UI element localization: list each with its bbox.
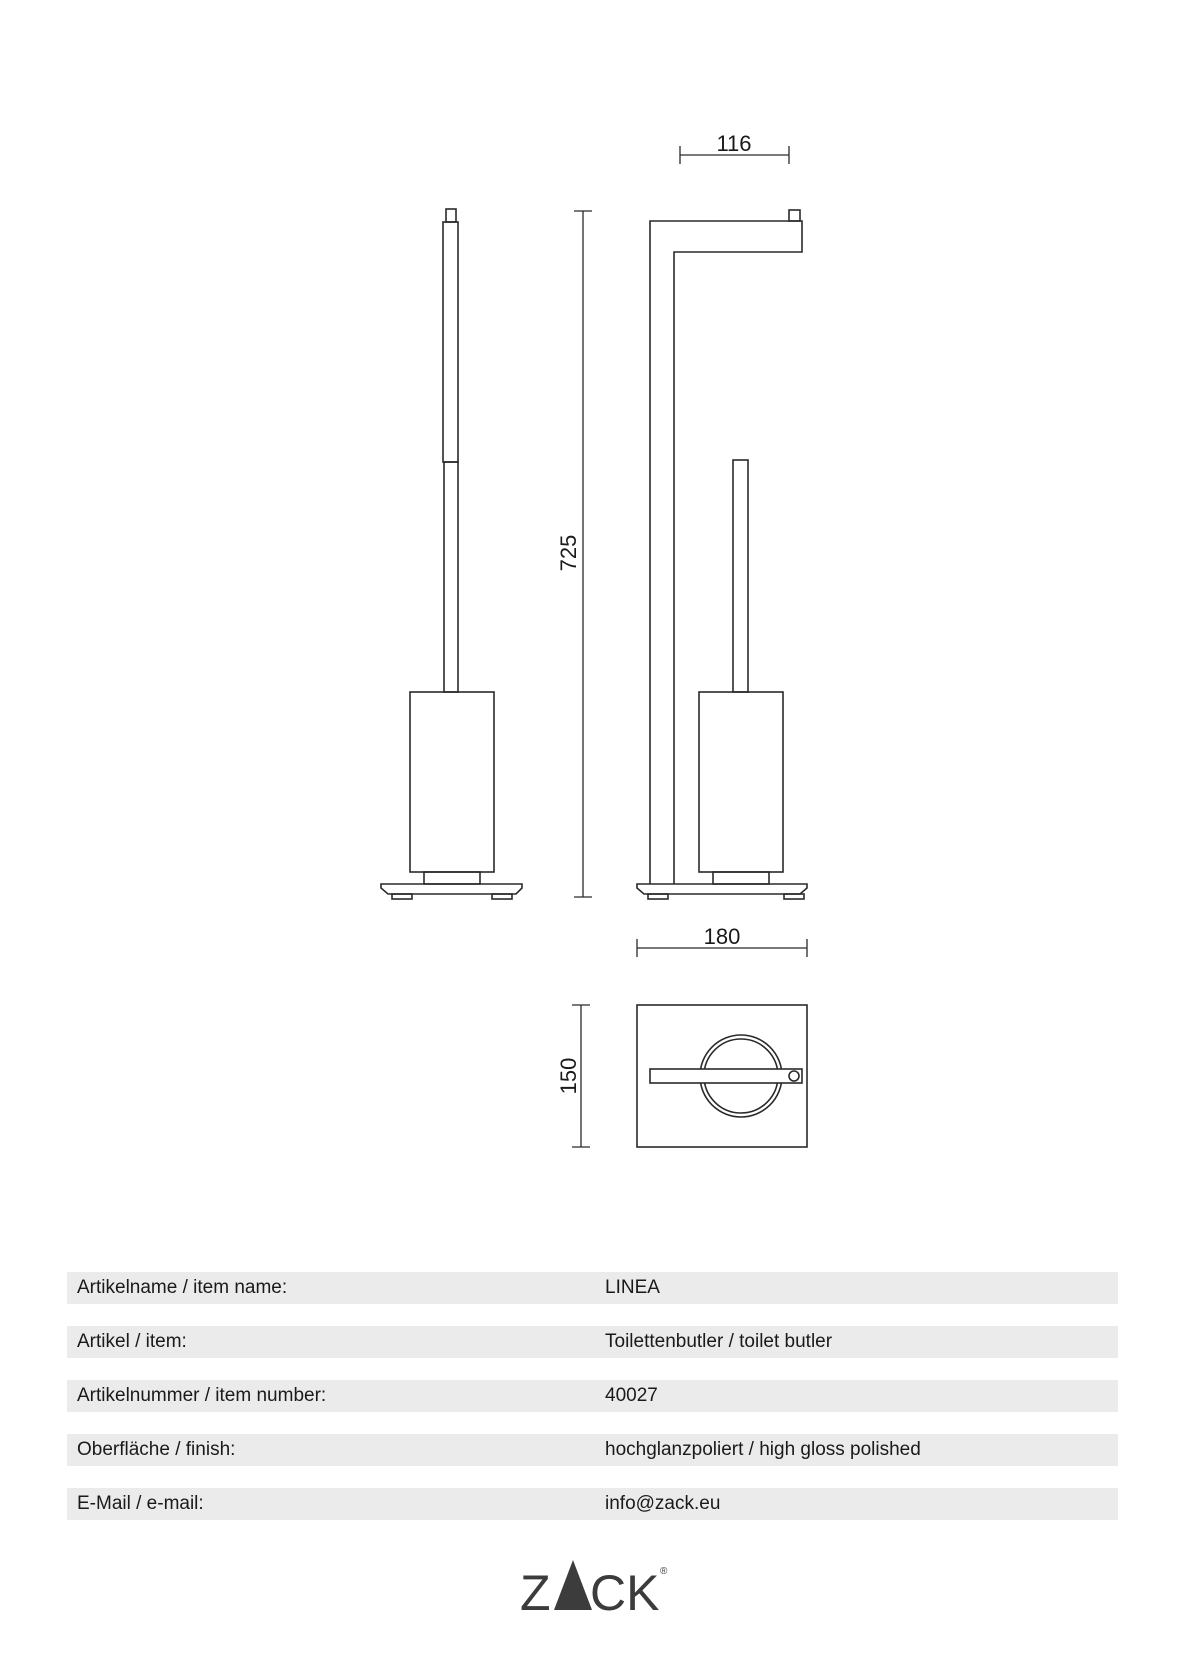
email-link[interactable]: info@zack.eu bbox=[605, 1493, 721, 1514]
arm-width-dimension-label: 116 bbox=[716, 131, 752, 156]
base-depth-dimension-label: 150 bbox=[556, 1057, 581, 1095]
spec-label: Artikelname / item name: bbox=[77, 1277, 288, 1298]
spec-table bbox=[67, 1272, 1118, 1542]
height-dimension-label: 725 bbox=[556, 534, 581, 572]
side-view bbox=[381, 209, 522, 899]
spec-row-item bbox=[67, 1326, 1118, 1358]
spec-label: Artikelnummer / item number: bbox=[77, 1385, 327, 1406]
spec-value: Toilettenbutler / toilet butler bbox=[605, 1331, 833, 1352]
arm-width-dimension bbox=[680, 131, 789, 164]
spec-row-item-name bbox=[67, 1272, 1118, 1304]
spec-row-item-number bbox=[67, 1380, 1118, 1412]
spec-row-finish bbox=[67, 1434, 1118, 1466]
base-width-dimension-label: 180 bbox=[703, 924, 741, 949]
registered-mark: ® bbox=[660, 1566, 668, 1577]
height-dimension bbox=[556, 211, 592, 897]
brand-logo bbox=[510, 1548, 680, 1618]
front-view bbox=[637, 210, 807, 899]
spec-value: LINEA bbox=[605, 1277, 660, 1298]
spec-label: Artikel / item: bbox=[77, 1331, 187, 1352]
spec-value: 40027 bbox=[605, 1385, 658, 1406]
logo-letter-z: Z bbox=[520, 1565, 551, 1618]
spec-value: hochglanzpoliert / high gloss polished bbox=[605, 1439, 921, 1460]
base-depth-dimension bbox=[556, 1005, 590, 1147]
spec-label: Oberfläche / finish: bbox=[77, 1439, 236, 1460]
base-width-dimension bbox=[637, 924, 807, 957]
logo-letters-ck: CK bbox=[590, 1565, 660, 1618]
top-view bbox=[637, 1005, 807, 1147]
spec-row-email bbox=[67, 1488, 1118, 1520]
spec-label: E-Mail / e-mail: bbox=[77, 1493, 204, 1514]
logo-triangle-mark bbox=[554, 1560, 592, 1610]
